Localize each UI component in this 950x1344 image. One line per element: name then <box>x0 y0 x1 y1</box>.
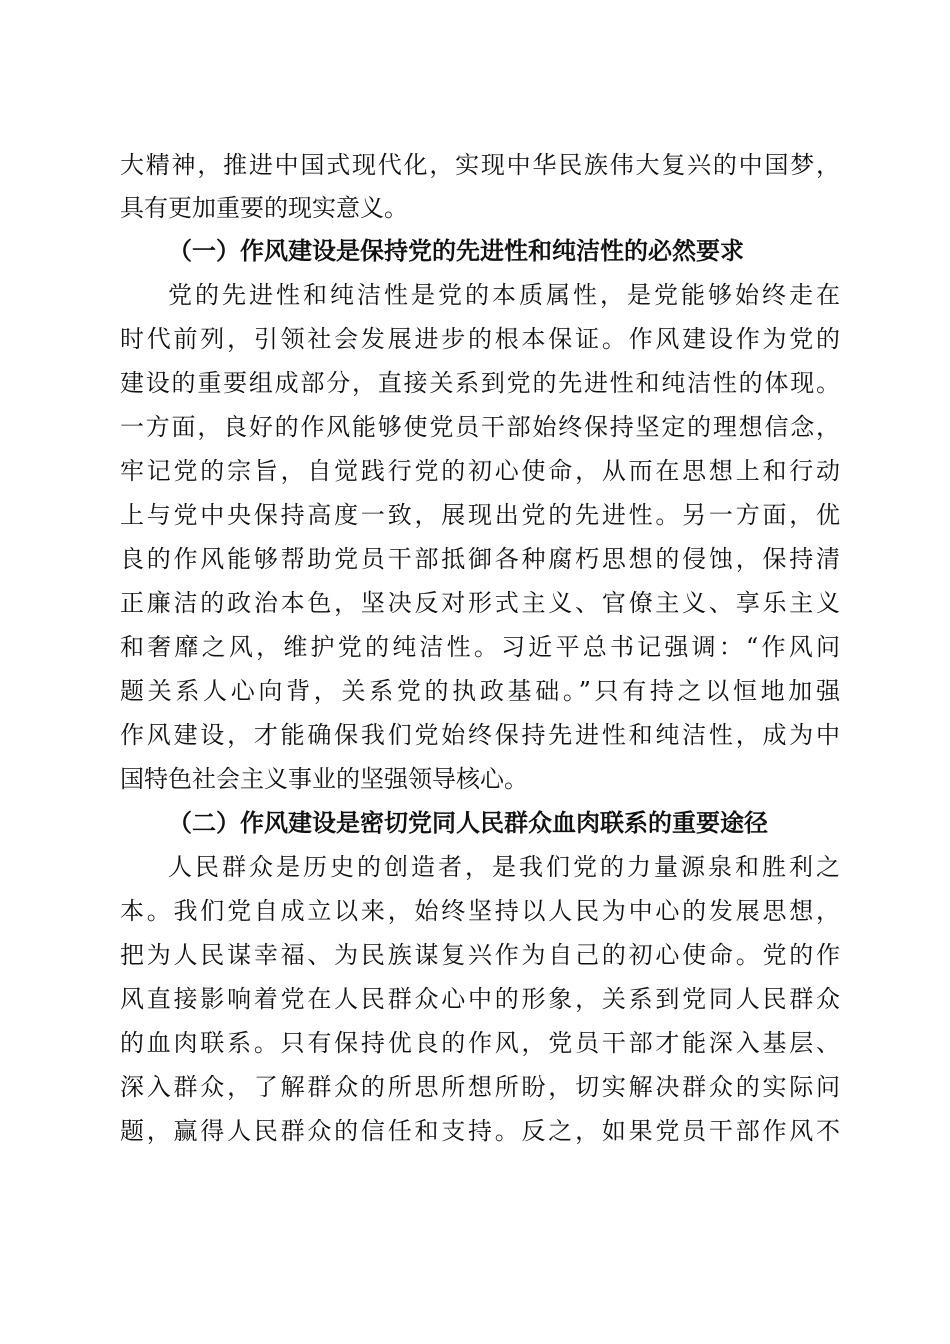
section-1-paragraph-line: 题关系人心向背，关系党的执政基础。”只有持之以恒地加强 <box>120 677 840 705</box>
section-1-heading: （一）作风建设是保持党的先进性和纯洁性的必然要求 <box>168 236 744 265</box>
section-2-paragraph-line: 深入群众，了解群众的所思所想所盼，切实解决群众的实际问 <box>120 1073 840 1101</box>
section-2-paragraph-line: 把为人民谋幸福、为民族谋复兴作为自己的初心使命。党的作 <box>120 941 840 969</box>
intro-line-1: 大精神，推进中国式现代化，实现中华民族伟大复兴的中国梦， <box>120 151 840 179</box>
section-1-paragraph-line: 牢记党的宗旨，自觉践行党的初心使命，从而在思想上和行动 <box>120 457 840 485</box>
section-1-paragraph-line: 一方面，良好的作风能够使党员干部始终保持坚定的理想信念， <box>120 413 840 441</box>
intro-line-2: 具有更加重要的现实意义。 <box>120 194 408 222</box>
section-2-paragraph-line: 人民群众是历史的创造者，是我们党的力量源泉和胜利之 <box>168 853 840 881</box>
section-1-paragraph-line: 时代前列，引领社会发展进步的根本保证。作风建设作为党的 <box>120 325 840 353</box>
section-1-paragraph-line: 国特色社会主义事业的坚强领导核心。 <box>120 765 528 793</box>
section-2-paragraph-line: 题，赢得人民群众的信任和支持。反之，如果党员干部作风不 <box>120 1117 840 1145</box>
section-2-heading: （二）作风建设是密切党同人民群众血肉联系的重要途径 <box>168 808 768 837</box>
section-1-paragraph-line: 党的先进性和纯洁性是党的本质属性，是党能够始终走在 <box>168 281 840 309</box>
section-2-paragraph-line: 本。我们党自成立以来，始终坚持以人民为中心的发展思想， <box>120 897 840 925</box>
section-2-paragraph-line: 风直接影响着党在人民群众心中的形象，关系到党同人民群众 <box>120 985 840 1013</box>
section-1-paragraph-line: 作风建设，才能确保我们党始终保持先进性和纯洁性，成为中 <box>120 721 840 749</box>
section-1-paragraph-line: 建设的重要组成部分，直接关系到党的先进性和纯洁性的体现。 <box>120 369 840 397</box>
section-1-paragraph-line: 上与党中央保持高度一致，展现出党的先进性。另一方面，优 <box>120 501 840 529</box>
section-1-paragraph-line: 良的作风能够帮助党员干部抵御各种腐朽思想的侵蚀，保持清 <box>120 545 840 573</box>
section-1-paragraph-line: 和奢靡之风，维护党的纯洁性。习近平总书记强调：“作风问 <box>120 633 840 661</box>
section-2-paragraph-line: 的血肉联系。只有保持优良的作风，党员干部才能深入基层、 <box>120 1029 840 1057</box>
section-1-paragraph-line: 正廉洁的政治本色，坚决反对形式主义、官僚主义、享乐主义 <box>120 589 840 617</box>
